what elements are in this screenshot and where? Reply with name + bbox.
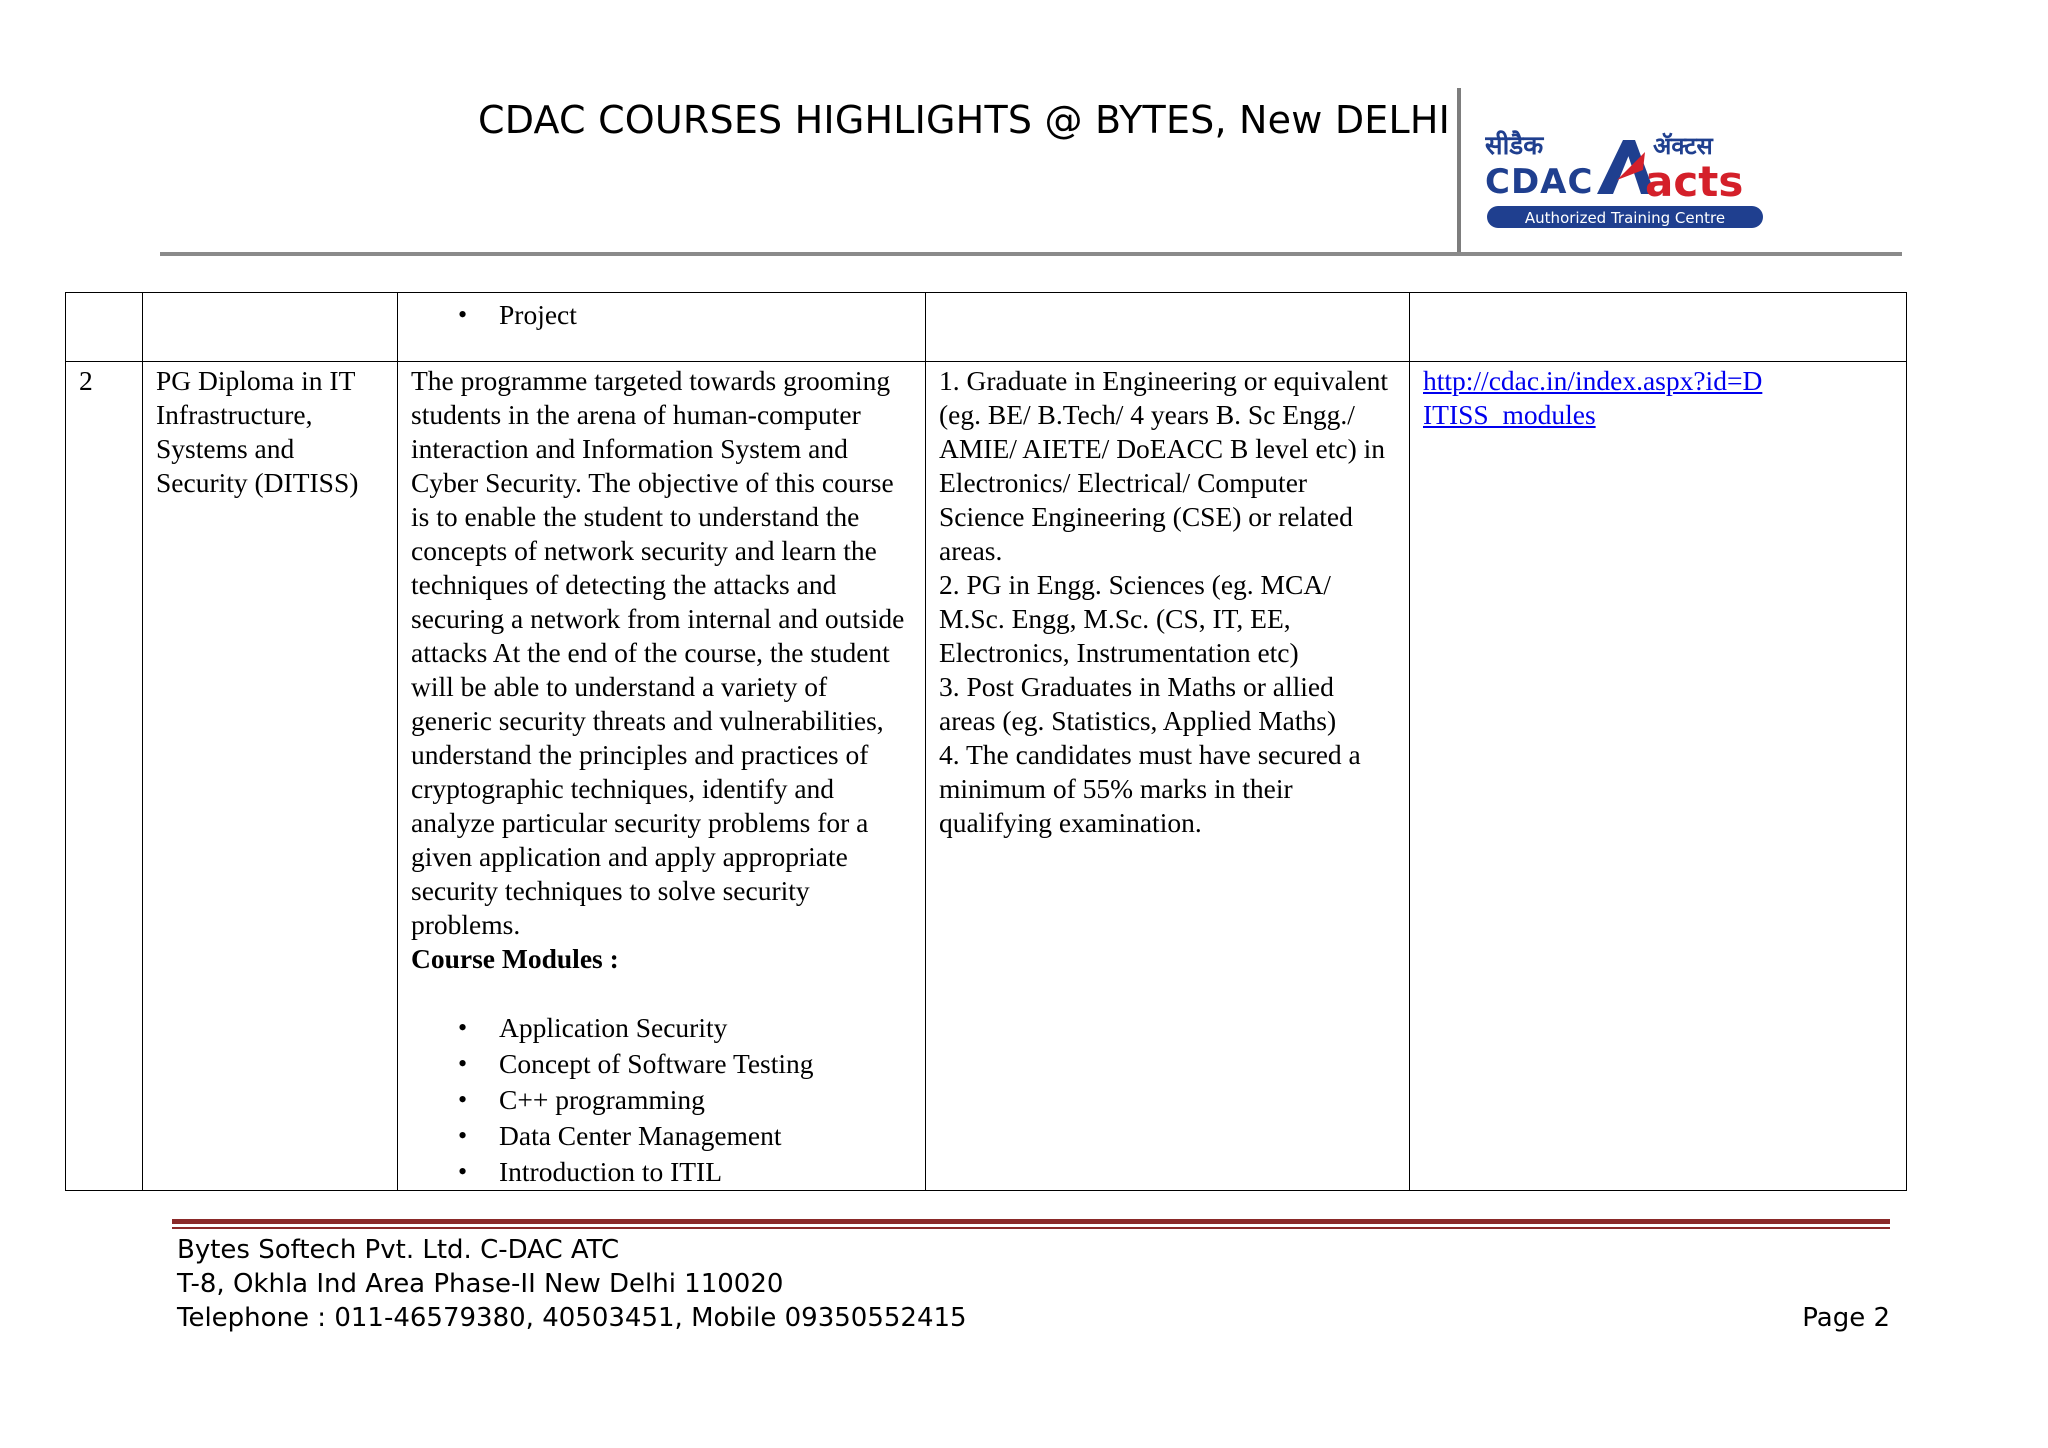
footer-address-block — [177, 1233, 967, 1335]
table-row — [66, 362, 1907, 1191]
logo-tagline: Authorized Training Centre — [1524, 209, 1726, 227]
eligibility-item: 3. Post Graduates in Maths or allied areas (eg. Statistics, Applied Maths) — [939, 671, 1337, 736]
page-number: Page 2 — [1802, 1303, 1890, 1333]
course-modules-list — [411, 1010, 913, 1190]
table-cell-link — [1410, 293, 1907, 362]
footer-address: T-8, Okhla Ind Area Phase-II New Delhi 110020 — [177, 1269, 784, 1299]
list-item: • C++ programming — [411, 1082, 913, 1118]
header-divider-horizontal — [160, 252, 1902, 256]
eligibility-item: 1. Graduate in Engineering or equivalent (eg. BE/ B.Tech/ 4 years B. Sc Engg./ AMIE/ AIETE/ DoEACC B level etc) in Electronics/ Electrical/ Computer Science Engineering (CSE) or related areas. — [939, 365, 1389, 566]
eligibility-cell — [926, 362, 1410, 1191]
cdac-acts-logo — [1485, 130, 1775, 235]
header-divider-vertical — [1457, 88, 1461, 253]
list-item: • Concept of Software Testing — [411, 1046, 913, 1082]
course-link-cell — [1410, 362, 1907, 1191]
logo-acts-word: acts — [1645, 157, 1744, 206]
list-item: • Application Security — [411, 1010, 913, 1046]
list-item: • Project — [411, 297, 913, 333]
table-cell-number — [66, 293, 143, 362]
table-row — [66, 293, 1907, 362]
footer-company: Bytes Softech Pvt. Ltd. C-DAC ATC — [177, 1235, 620, 1265]
eligibility-item: 4. The candidates must have secured a minimum of 55% marks in their qualifying examination. — [939, 739, 1361, 838]
eligibility-item: 2. PG in Engg. Sciences (eg. MCA/ M.Sc. Engg, M.Sc. (CS, IT, EE, Electronics, Instrumentation etc) — [939, 569, 1331, 668]
logo-hindi-left: सीडैक — [1485, 131, 1544, 161]
table-cell-course — [143, 293, 398, 362]
course-modules-heading: Course Modules : — [411, 943, 619, 974]
logo-hindi-right: ॲक्टस — [1653, 132, 1713, 160]
logo-cdac-word: CDAC — [1485, 162, 1594, 202]
course-link-line1[interactable]: http://cdac.in/index.aspx?id=D — [1423, 365, 1763, 396]
course-description: The programme targeted towards grooming students in the arena of human-computer interaction and Information System and Cyber Security. The objective of this course is to enable the student to understand the concepts of network security and learn the techniques of detecting the attacks and securing a network from internal and outside attacks At the end of the course, the student will be able to understand a variety of generic security threats and vulnerabilities, understand the principles and practices of cryptographic techniques, identify and analyze particular security problems for a given application and apply appropriate security techniques to solve security problems. — [411, 365, 905, 940]
course-link-line2[interactable]: ITISS_modules — [1423, 399, 1596, 430]
list-item: • Introduction to ITIL — [411, 1154, 913, 1190]
course-modules-link[interactable] — [1423, 365, 1762, 430]
footer-telephone: Telephone : 011-46579380, 40503451, Mobile 09350552415 — [177, 1303, 967, 1333]
course-description-cell — [398, 362, 926, 1191]
table-cell-details — [398, 293, 926, 362]
page-header-title: CDAC COURSES HIGHLIGHTS @ BYTES, New DELHI — [478, 98, 1451, 142]
course-number: 2 — [66, 362, 143, 1191]
course-name: PG Diploma in IT Infrastructure, Systems and Security (DITISS) — [143, 362, 398, 1191]
footer-rule-thin — [172, 1227, 1890, 1229]
table-cell-eligibility — [926, 293, 1410, 362]
continued-modules-list — [411, 297, 913, 333]
list-item: • Data Center Management — [411, 1118, 913, 1154]
footer-rule-thick — [172, 1219, 1890, 1224]
course-table — [65, 292, 1907, 1191]
